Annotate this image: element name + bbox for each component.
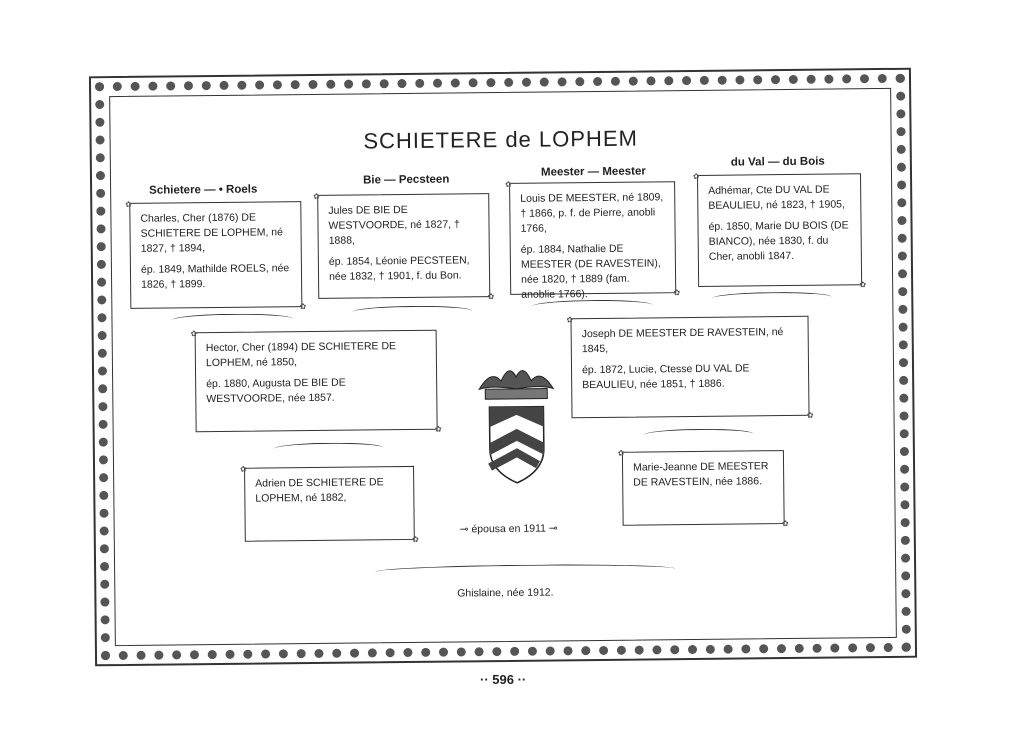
column-head-schietere: Schietere — • Roels bbox=[149, 183, 258, 197]
page-number-value: 596 bbox=[492, 672, 514, 687]
adrien-line1: ✿ Adrien DE SCHIETERE DE LOPHEM, né 1882, bbox=[255, 476, 384, 505]
box-adhemar bbox=[697, 173, 862, 287]
adhemar-line1: ✿ Adhémar, Cte DU VAL DE BEAULIEU, né 1823, † 1905, bbox=[708, 183, 845, 212]
joseph-line2: ép. 1872, Lucie, Ctesse DU VAL DE BEAULIEU, née 1851, † 1886. bbox=[581, 362, 750, 392]
page-number: ·· 596 ·· bbox=[480, 672, 527, 687]
box-adrien bbox=[244, 466, 415, 542]
column-head-duval: du Val — du Bois bbox=[730, 155, 825, 169]
brace bbox=[274, 442, 384, 454]
marie-line1: ✿ Marie-Jeanne DE MEESTER DE RAVESTEIN, née 1886. bbox=[632, 460, 769, 489]
box-marie bbox=[622, 450, 785, 526]
adhemar-line2: ép. 1850, Marie DU BOIS (DE BIANCO), née 1830, f. du Cher, anobli 1847. bbox=[708, 219, 849, 263]
marriage-note: ⊸ épousa en 1911 ⊸ bbox=[459, 522, 558, 536]
charles-line1: ✿ Charles, Cher (1876) DE SCHIETERE DE LOPHEM, né 1827, † 1894, bbox=[140, 211, 284, 255]
page-title: SCHIETERE de LOPHEM bbox=[363, 125, 638, 154]
brace bbox=[532, 299, 652, 311]
coat-of-arms-icon bbox=[471, 358, 562, 489]
column-head-meester: Meester — Meester bbox=[540, 165, 646, 179]
jules-line1: ✿ Jules DE BIE DE WESTVOORDE, né 1827, † 1888, bbox=[328, 203, 460, 247]
page-frame bbox=[89, 68, 917, 667]
box-charles bbox=[129, 201, 302, 309]
box-hector bbox=[195, 330, 438, 433]
inner-frame bbox=[109, 88, 897, 646]
box-joseph bbox=[570, 316, 809, 418]
column-head-bie: Bie — Pecsteen bbox=[362, 173, 450, 187]
louis-line1: ✿ Louis DE MEESTER, né 1809, † 1866, p. f. de Pierre, anobli 1766, bbox=[520, 191, 664, 235]
jules-line2: ép. 1854, Léonie PECSTEEN, née 1832, † 1901, f. du Bon. bbox=[328, 254, 470, 283]
brace bbox=[712, 292, 832, 304]
epousa-label: épousa en 1911 bbox=[471, 522, 547, 536]
hector-line1: ✿ Hector, Cher (1894) DE SCHIETERE DE LOPHEM, né 1850, bbox=[205, 340, 397, 370]
charles-line2: ép. 1849, Mathilde ROELS, née 1826, † 1899. bbox=[140, 262, 290, 291]
brace bbox=[644, 428, 754, 440]
box-jules bbox=[317, 193, 490, 299]
hector-line2: ép. 1880, Augusta DE BIE DE WESTVOORDE, née 1857. bbox=[206, 376, 346, 406]
brace-final bbox=[375, 563, 675, 577]
brace bbox=[172, 313, 292, 325]
box-louis bbox=[509, 181, 676, 301]
louis-line2: ép. 1884, Nathalie DE MEESTER (DE RAVESTEIN), née 1820, † 1889 (fam. anoblie 1766). bbox=[520, 242, 661, 301]
brace bbox=[352, 305, 472, 317]
joseph-line1: ✿ Joseph DE MEESTER DE RAVESTEIN, né 1845, bbox=[581, 326, 784, 356]
child-entry: Ghislaine, née 1912. bbox=[457, 586, 554, 600]
